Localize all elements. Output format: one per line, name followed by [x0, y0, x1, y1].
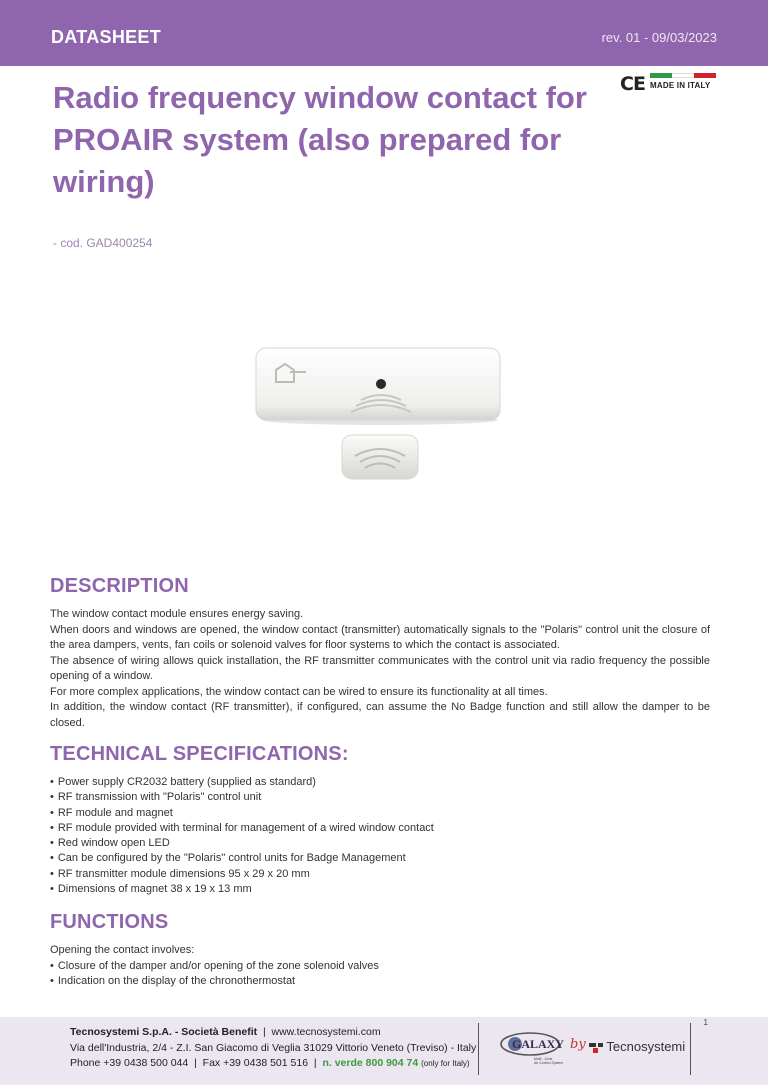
description-paragraph: In addition, the window contact (RF transmitter), if configured, can assume the No Badge function and still allow the damper to be closed. — [50, 701, 710, 729]
datasheet-label: DATASHEET — [51, 27, 162, 47]
phone-number: Phone +39 0438 500 044 — [70, 1057, 189, 1070]
company-info: Tecnosystemi S.p.A. - Società Benefit | www.tecnosystemi.com Via dell'Industria, 2/4 - Z.I. San Giacomo di Veglia 31029 Vittorio Veneto (Treviso) - Italy Phone +39 0438 500 044 | Fax +39 0438 501 516 | n. verde 800 904 74 (only for Italy) — [70, 1026, 477, 1070]
galaxy-logo-text: GALAXY — [512, 1037, 565, 1051]
tecnosystemi-logo — [589, 1039, 685, 1054]
list-item: • Power supply CR2032 battery (supplied as standard) — [50, 775, 434, 790]
header-bar — [0, 0, 768, 66]
revision-date: rev. 01 - 09/03/2023 — [601, 30, 717, 45]
list-item: • Indication on the display of the chronothermostat — [50, 974, 379, 989]
functions-list — [50, 959, 379, 990]
description-paragraph: The absence of wiring allows quick installation, the RF transmitter communicates with the control unit via radio frequency the possible opening of a window. — [50, 654, 710, 682]
list-item: • RF module and magnet — [50, 806, 434, 821]
product-image — [250, 340, 510, 490]
description-text — [50, 607, 710, 731]
functions-intro: Opening the contact involves: — [50, 944, 195, 956]
ce-mark-icon: CE — [620, 73, 645, 95]
made-in-italy-label: MADE IN ITALY — [650, 81, 711, 90]
tecnosystemi-logo-text: Tecnosystemi — [606, 1039, 686, 1054]
by-label: by — [570, 1037, 586, 1052]
galaxy-logo-sub: Multi - Zone — [534, 1057, 553, 1061]
product-code: - cod. GAD400254 — [53, 236, 153, 250]
page-number: 1 — [703, 1018, 708, 1027]
toll-free-note: (only for Italy) — [421, 1059, 470, 1069]
company-address: Via dell'Industria, 2/4 - Z.I. San Giacomo di Veglia 31029 Vittorio Veneto (Treviso) - Italy — [70, 1041, 477, 1054]
tecnosystemi-logo-icon — [589, 1043, 603, 1053]
galaxy-logo-icon — [498, 1029, 578, 1069]
list-item: • RF module provided with terminal for management of a wired window contact — [50, 821, 434, 836]
fax-number: Fax +39 0438 501 516 — [202, 1057, 309, 1070]
footer — [0, 1017, 768, 1085]
company-name: Tecnosystemi S.p.A. - Società Benefit — [70, 1026, 258, 1038]
description-heading: DESCRIPTION — [50, 575, 189, 597]
list-item: • Closure of the damper and/or opening of the zone solenoid valves — [50, 959, 379, 974]
certification-marks — [620, 73, 720, 95]
description-paragraph: When doors and windows are opened, the window contact (transmitter) automatically signals to the "Polaris" control unit the closure of the area dampers, vents, fan coils or solenoid valves for floor systems to which the contact is associated. — [50, 623, 710, 651]
list-item: • Can be configured by the "Polaris" control units for Badge Management — [50, 851, 434, 866]
galaxy-logo-sub: Air Control System — [534, 1061, 564, 1065]
list-item: • RF transmission with "Polaris" control unit — [50, 790, 434, 805]
specifications-list — [50, 775, 434, 897]
description-paragraph: The window contact module ensures energy saving. — [50, 608, 304, 620]
italy-flag-icon — [650, 73, 716, 78]
list-item: • Red window open LED — [50, 836, 434, 851]
divider — [690, 1023, 691, 1075]
specifications-heading: TECHNICAL SPECIFICATIONS: — [50, 743, 349, 765]
website-link[interactable]: www.tecnosystemi.com — [271, 1026, 381, 1038]
toll-free-number: n. verde 800 904 74 — [322, 1057, 419, 1070]
list-item: • RF transmitter module dimensions 95 x 29 x 20 mm — [50, 867, 434, 882]
divider — [478, 1023, 479, 1075]
list-item: • Dimensions of magnet 38 x 19 x 13 mm — [50, 882, 434, 897]
functions-heading: FUNCTIONS — [50, 911, 169, 933]
product-title: Radio frequency window contact for PROAIR system (also prepared for wiring) — [53, 80, 587, 199]
description-paragraph: For more complex applications, the window contact can be wired to ensure its functionality at all times. — [50, 685, 548, 698]
